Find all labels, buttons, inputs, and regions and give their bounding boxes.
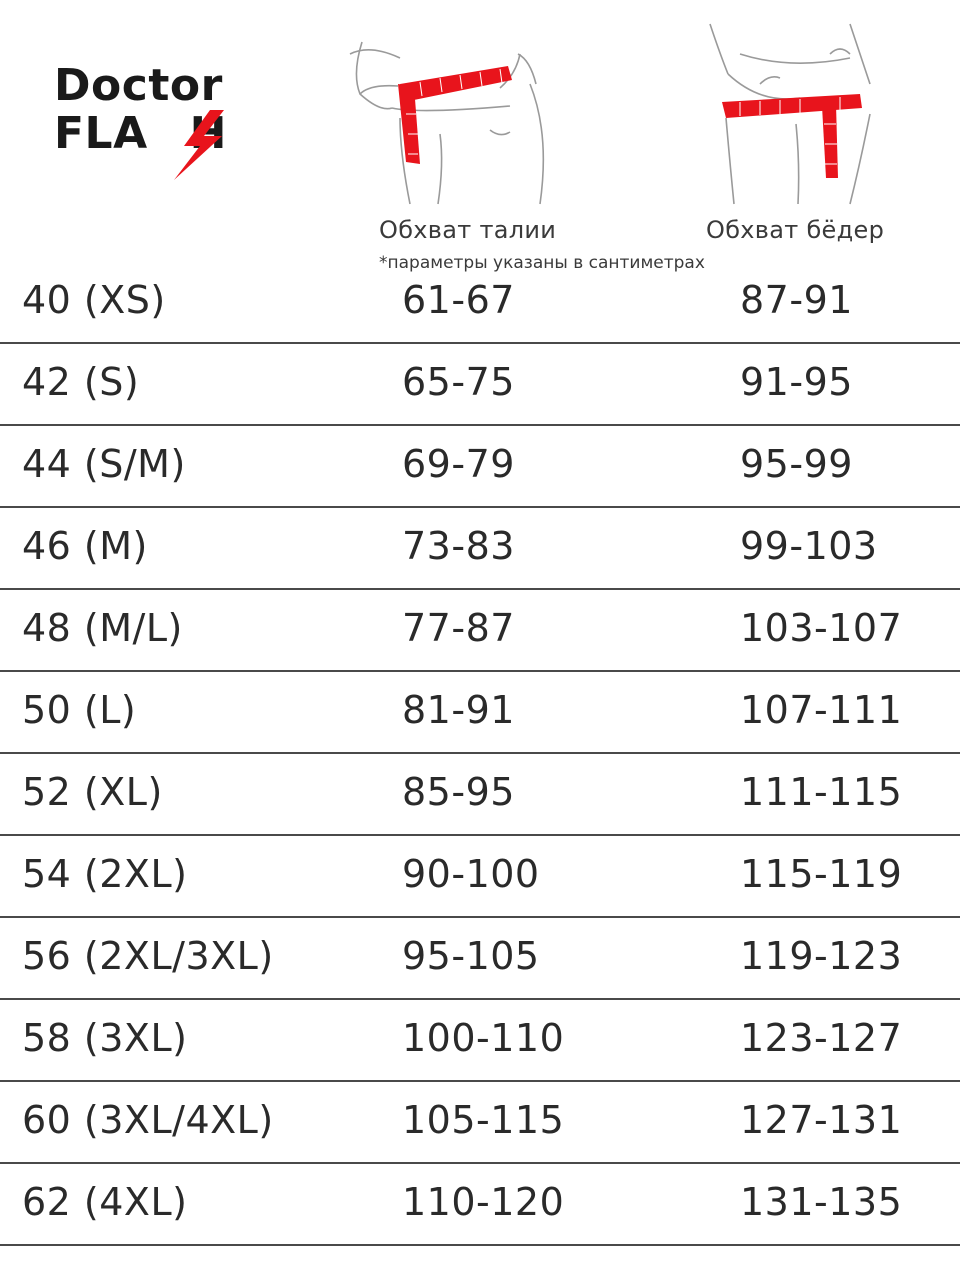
table-row [0,836,960,918]
waist-cell: 69-79 [402,442,515,486]
waist-cell: 61-67 [402,278,515,322]
table-row [0,1082,960,1164]
waist-cell: 65-75 [402,360,515,404]
hips-cell: 95-99 [740,442,853,486]
table-row [0,754,960,836]
size-cell: 50 (L) [22,688,137,732]
waist-cell: 85-95 [402,770,515,814]
table-row [0,590,960,672]
waist-column-header: Обхват талии [379,216,557,244]
brand-logo [54,62,227,158]
table-row [0,426,960,508]
waist-cell: 73-83 [402,524,515,568]
hips-cell: 119-123 [740,934,903,978]
hips-cell: 115-119 [740,852,903,896]
hips-cell: 107-111 [740,688,903,732]
table-row [0,1164,960,1246]
size-cell: 54 (2XL) [22,852,188,896]
size-cell: 40 (XS) [22,278,166,322]
size-cell: 46 (M) [22,524,148,568]
hips-measurement-illustration [700,14,890,210]
table-row [0,672,960,754]
waist-cell: 77-87 [402,606,515,650]
logo-text-doctor: Doctor [54,60,223,111]
size-cell: 60 (3XL/4XL) [22,1098,274,1142]
size-cell: 42 (S) [22,360,140,404]
hips-cell: 99-103 [740,524,878,568]
hips-cell: 111-115 [740,770,903,814]
size-cell: 56 (2XL/3XL) [22,934,274,978]
waist-cell: 90-100 [402,852,540,896]
hips-cell: 131-135 [740,1180,903,1224]
size-cell: 44 (S/M) [22,442,186,486]
size-cell: 52 (XL) [22,770,163,814]
hips-cell: 103-107 [740,606,903,650]
hips-column-header: Обхват бёдер [706,216,885,244]
table-row [0,1000,960,1082]
waist-cell: 95-105 [402,934,540,978]
size-cell: 48 (M/L) [22,606,183,650]
logo-text-fla: FLA [54,108,148,159]
hips-cell: 127-131 [740,1098,903,1142]
hips-cell: 123-127 [740,1016,903,1060]
waist-measurement-illustration [340,14,560,210]
table-row [0,262,960,344]
table-row [0,918,960,1000]
waist-cell: 100-110 [402,1016,565,1060]
units-note: *параметры указаны в сантиметрах [379,253,705,273]
table-row [0,508,960,590]
lightning-bolt-icon [170,106,232,182]
hips-cell: 87-91 [740,278,853,322]
size-table [0,262,960,1246]
size-cell: 58 (3XL) [22,1016,188,1060]
hips-cell: 91-95 [740,360,853,404]
logo-text-flash [54,110,227,158]
waist-cell: 105-115 [402,1098,565,1142]
waist-cell: 81-91 [402,688,515,732]
logo-text-h: H [189,108,227,159]
waist-cell: 110-120 [402,1180,565,1224]
size-cell: 62 (4XL) [22,1180,188,1224]
table-row [0,344,960,426]
